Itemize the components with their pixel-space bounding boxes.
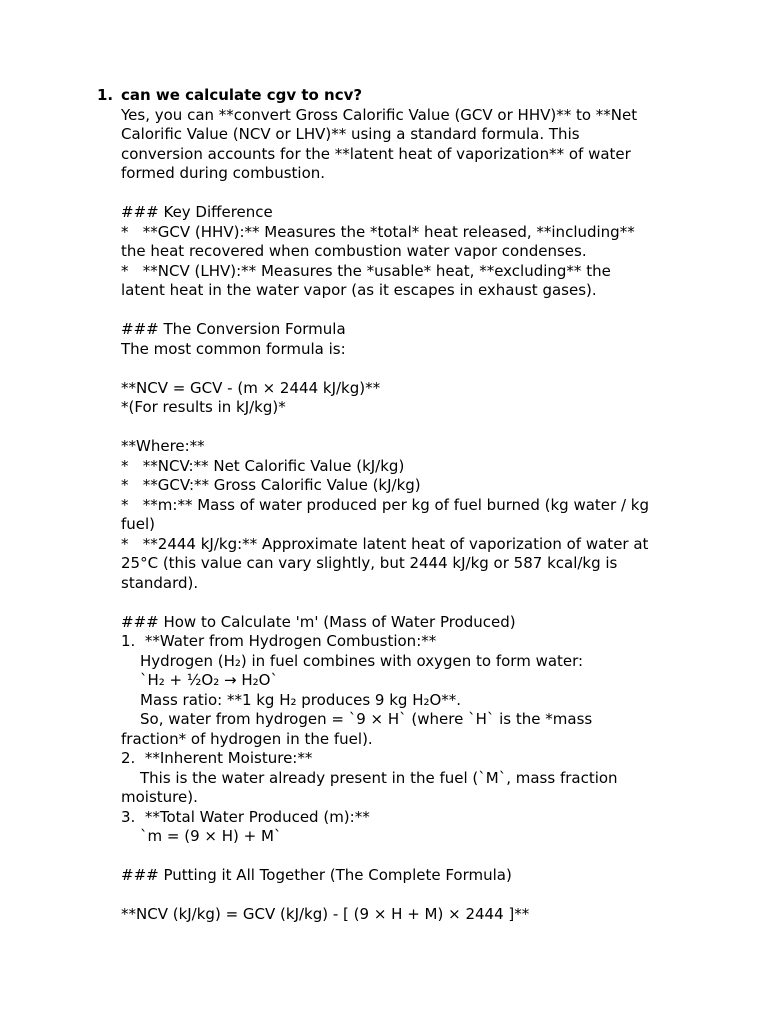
list-item-content <box>121 86 681 925</box>
text-line: * **2444 kJ/kg:** Approximate latent heat of vaporization of water at <box>121 534 649 553</box>
text-line: standard). <box>121 573 199 592</box>
text-line: latent heat in the water vapor (as it escapes in exhaust gases). <box>121 281 597 299</box>
text-line: fuel) <box>121 515 156 533</box>
text-line: Yes, you can **convert Gross Calorific Value (GCV or HHV)** to **Net <box>121 105 638 124</box>
blank-line <box>121 359 681 379</box>
blank-line <box>121 301 681 321</box>
text-line: *(For results in kJ/kg)* <box>121 398 286 416</box>
text-line: * **NCV (LHV):** Measures the *usable* heat, **excluding** the <box>121 261 611 280</box>
blank-line <box>121 418 681 438</box>
text-line: `m = (9 × H) + M` <box>140 827 282 845</box>
answer-body <box>121 106 681 925</box>
blank-line <box>121 886 681 906</box>
text-line: the heat recovered when combustion water vapor condenses. <box>121 242 587 260</box>
text-line: 2. **Inherent Moisture:** <box>121 749 313 767</box>
text-line: 3. **Total Water Produced (m):** <box>121 807 370 826</box>
text-line: The most common formula is: <box>121 339 346 358</box>
text-line: 1. **Water from Hydrogen Combustion:** <box>121 632 437 650</box>
text-line: This is the water already present in the fuel (`M`, mass fraction <box>140 768 618 787</box>
blank-line <box>121 593 681 613</box>
text-line: So, water from hydrogen = `9 × H` (where `H` is the *mass <box>140 710 593 728</box>
text-line: moisture). <box>121 788 198 806</box>
text-line: ### Putting it All Together (The Complete Formula) <box>121 866 512 884</box>
text-line: Calorific Value (NCV or LHV)** using a standard formula. This <box>121 125 580 143</box>
text-line: fraction* of hydrogen in the fuel). <box>121 729 373 748</box>
text-line: formed during combustion. <box>121 164 326 182</box>
text-line: conversion accounts for the **latent heat of vaporization** of water <box>121 144 631 163</box>
text-line: * **GCV:** Gross Calorific Value (kJ/kg) <box>121 476 421 494</box>
text-line: Hydrogen (H₂) in fuel combines with oxygen to form water: <box>140 651 584 670</box>
text-line: ### Key Difference <box>121 203 273 221</box>
text-line: ### How to Calculate 'm' (Mass of Water Produced) <box>121 612 516 631</box>
list-item-number: 1. <box>97 86 114 104</box>
blank-line <box>121 847 681 867</box>
text-line: Mass ratio: **1 kg H₂ produces 9 kg H₂O**. <box>140 690 462 709</box>
text-line: **NCV = GCV - (m × 2444 kJ/kg)** <box>121 378 381 397</box>
text-line: **Where:** <box>121 437 205 455</box>
question-title: can we calculate cgv to ncv? <box>121 86 363 104</box>
text-line: * **GCV (HHV):** Measures the *total* heat released, **including** <box>121 222 635 241</box>
text-line: 25°C (this value can vary slightly, but 2444 kJ/kg or 587 kcal/kg is <box>121 554 618 572</box>
blank-line <box>121 184 681 204</box>
text-line: * **m:** Mass of water produced per kg of fuel burned (kg water / kg <box>121 495 649 514</box>
text-line: ### The Conversion Formula <box>121 320 346 338</box>
text-line: **NCV (kJ/kg) = GCV (kJ/kg) - [ (9 × H + M) × 2444 ]** <box>121 905 530 923</box>
text-line: `H₂ + ½O₂ → H₂O` <box>140 671 278 689</box>
text-line: * **NCV:** Net Calorific Value (kJ/kg) <box>121 456 405 475</box>
